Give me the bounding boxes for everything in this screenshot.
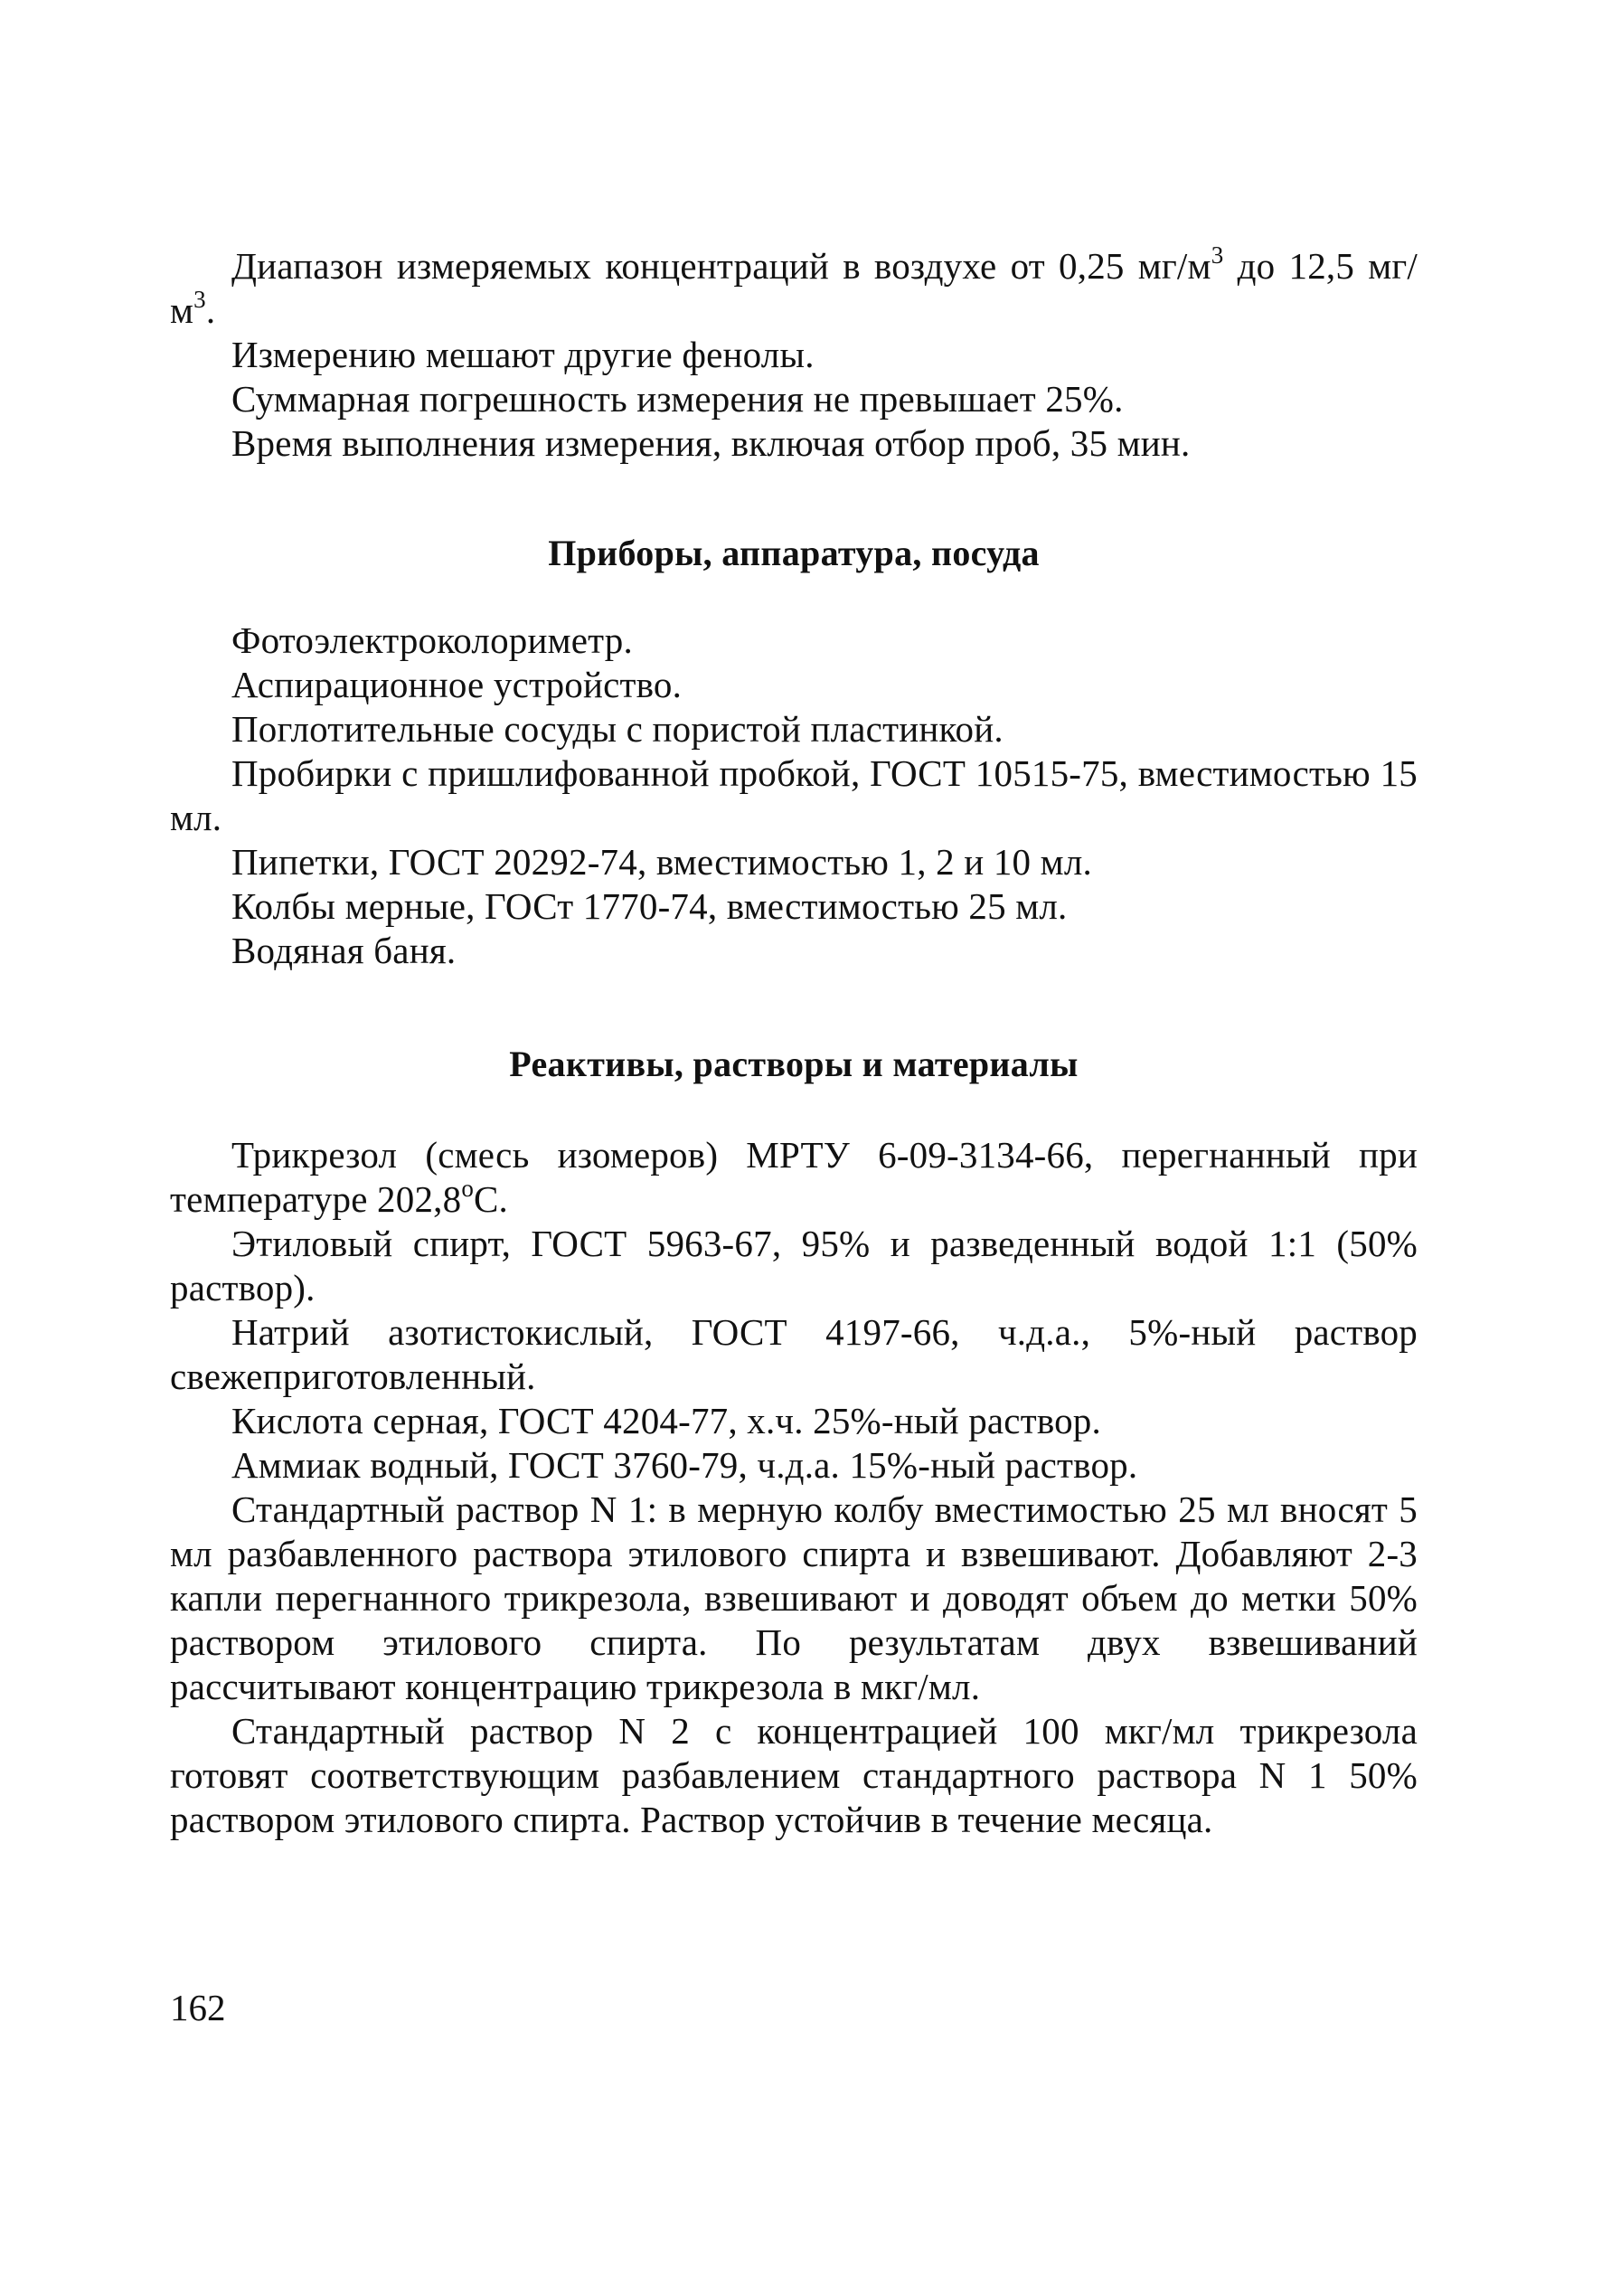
instrument-item: Колбы мерные, ГОСт 1770-74, вместимостью 25 мл. bbox=[231, 885, 1068, 927]
reagent-item: Аммиак водный, ГОСТ 3760-79, ч.д.а. 15%-ный раствор. bbox=[231, 1444, 1138, 1486]
instrument-item: Фотоэлектроколориметр. bbox=[231, 619, 633, 661]
range-end: . bbox=[205, 289, 216, 331]
reagent-item: Этиловый спирт, ГОСТ 5963-67, 95% и разведенный водой 1:1 (50% раствор). bbox=[170, 1223, 1418, 1309]
instrument-item: Пробирки с пришлифованной пробкой, ГОСТ 10515-75, вместимостью 15 мл. bbox=[170, 752, 1418, 838]
range-superscript-2: 3 bbox=[193, 286, 206, 313]
instrument-item: Водяная баня. bbox=[231, 930, 457, 971]
page-number: 162 bbox=[170, 1987, 226, 2028]
paragraph-interference: Измерению мешают другие фенолы. bbox=[231, 334, 815, 375]
tricresol-degree: о bbox=[461, 1175, 475, 1202]
range-superscript-1: 3 bbox=[1211, 241, 1224, 269]
reagent-item: Кислота серная, ГОСТ 4204-77, х.ч. 25%-ный раствор. bbox=[231, 1400, 1101, 1441]
reagent-item: Натрий азотистокислый, ГОСТ 4197-66, ч.д.а., 5%-ный раствор свежеприготовленный. bbox=[170, 1311, 1418, 1397]
paragraph-duration: Время выполнения измерения, включая отбор проб, 35 мин. bbox=[231, 422, 1191, 464]
reagent-item-standard-2: Стандартный раствор N 2 с концентрацией 100 мкг/мл трикрезола готовят соответствующим разбавлением стандартного раствора N 1 50% раствором этилового спирта. Раствор устойчив в течение месяца. bbox=[170, 1710, 1418, 1840]
tricresol-text: Трикрезол (смесь изомеров) МРТУ 6-09-3134-66, перегнанный при температуре 202,8 bbox=[170, 1134, 1418, 1220]
instrument-item: Пипетки, ГОСТ 20292-74, вместимостью 1, 2 и 10 мл. bbox=[231, 841, 1092, 883]
range-text: Диапазон измеряемых концентраций в воздухе от 0,25 мг/м bbox=[231, 245, 1211, 287]
heading-instruments: Приборы, аппаратура, посуда bbox=[548, 533, 1040, 573]
range-mid: до 12,5 мг/м bbox=[170, 245, 1418, 331]
instrument-item: Аспирационное устройство. bbox=[231, 664, 683, 705]
paragraph-range bbox=[170, 241, 1418, 333]
reagent-item-tricresol bbox=[170, 1133, 1418, 1222]
tricresol-end: С. bbox=[474, 1178, 509, 1220]
page-content bbox=[170, 241, 1418, 1842]
heading-reagents: Реактивы, растворы и материалы bbox=[509, 1044, 1079, 1084]
paragraph-error: Суммарная погрешность измерения не превышает 25%. bbox=[231, 378, 1124, 420]
reagent-item-standard-1: Стандартный раствор N 1: в мерную колбу вместимостью 25 мл вносят 5 мл разбавленного раствора этилового спирта и взвешивают. Добавляют 2-3 капли перегнанного трикрезола, взвешивают и доводят объем до метки 50% раствором этилового спирта. По результатам двух взвешиваний рассчитывают концентрацию трикрезола в мкг/мл. bbox=[170, 1488, 1418, 1707]
instrument-item: Поглотительные сосуды с пористой пластинкой. bbox=[231, 708, 1004, 750]
